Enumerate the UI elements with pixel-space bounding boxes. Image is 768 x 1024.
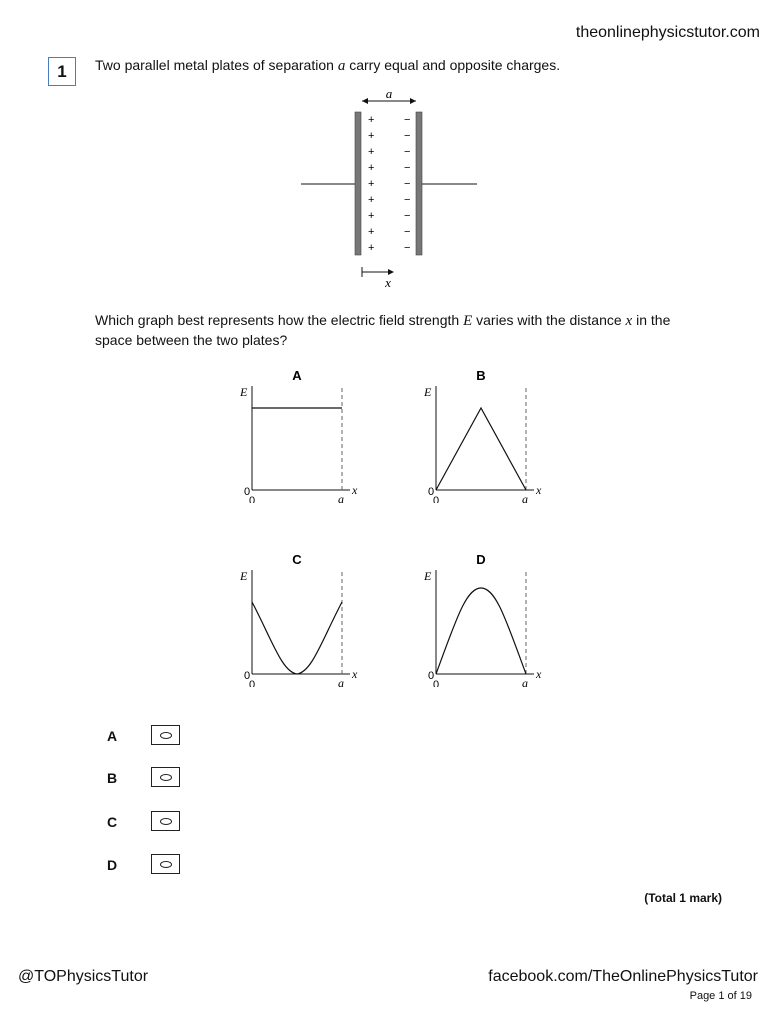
x-axis-label: x bbox=[536, 667, 542, 681]
origin-x-label: 0 bbox=[249, 679, 256, 687]
plus-sign: + bbox=[368, 162, 375, 174]
negative-charges bbox=[404, 114, 410, 254]
minus-sign: − bbox=[404, 178, 411, 190]
separation-arrow-left-head bbox=[362, 98, 368, 104]
graph-label: C bbox=[292, 552, 302, 567]
separation-arrow-right-head bbox=[410, 98, 416, 104]
x-axis-label: x bbox=[352, 483, 358, 497]
field-curve bbox=[252, 602, 342, 674]
total-marks: (Total 1 mark) bbox=[644, 891, 722, 905]
question-number: 1 bbox=[48, 57, 76, 86]
minus-sign: − bbox=[404, 130, 411, 142]
field-curve bbox=[436, 408, 526, 490]
x-axis-label: x bbox=[536, 483, 542, 497]
prompt-var-x: x bbox=[625, 313, 633, 329]
prompt-text-2: varies with the distance bbox=[472, 312, 626, 328]
origin-y-label: 0 bbox=[428, 486, 435, 498]
option-label-c: C bbox=[107, 814, 118, 830]
bubble-oval-icon bbox=[160, 818, 172, 825]
option-checkbox-d[interactable] bbox=[151, 854, 180, 874]
graph-d bbox=[416, 552, 556, 692]
graph-b bbox=[416, 368, 556, 508]
graph-a bbox=[232, 368, 372, 508]
origin-x-label: 0 bbox=[433, 495, 440, 503]
minus-sign: − bbox=[404, 146, 411, 158]
prompt-text-1: Which graph best represents how the electric field strength bbox=[95, 312, 464, 328]
plus-sign: + bbox=[368, 178, 375, 190]
bubble-oval-icon bbox=[160, 774, 172, 781]
y-axis-label: E bbox=[240, 569, 248, 583]
intro-text-1: Two parallel metal plates of separation bbox=[95, 57, 338, 73]
option-checkbox-a[interactable] bbox=[151, 725, 180, 745]
plus-sign: + bbox=[368, 226, 375, 238]
intro-text-2: carry equal and opposite charges. bbox=[345, 57, 561, 73]
bubble-oval-icon bbox=[160, 861, 172, 868]
plus-sign: + bbox=[368, 242, 375, 254]
option-label-b: B bbox=[107, 770, 118, 786]
y-axis-label: E bbox=[424, 569, 432, 583]
parallel-plates-diagram bbox=[295, 85, 485, 295]
prompt-text-3: in the space between the two plates? bbox=[95, 312, 671, 348]
origin-y-label: 0 bbox=[428, 670, 435, 682]
field-curve bbox=[436, 588, 526, 674]
negative-plate bbox=[416, 112, 422, 255]
plus-sign: + bbox=[368, 130, 375, 142]
minus-sign: − bbox=[404, 210, 411, 222]
option-label-d: D bbox=[107, 857, 118, 873]
positive-plate bbox=[355, 112, 361, 255]
facebook-link: facebook.com/TheOnlinePhysicsTutor bbox=[488, 968, 758, 985]
plus-sign: + bbox=[368, 114, 375, 126]
x-end-label: a bbox=[522, 492, 528, 503]
plus-sign: + bbox=[368, 194, 375, 206]
intro-var-a: a bbox=[337, 58, 346, 74]
twitter-handle: @TOPhysicsTutor bbox=[18, 968, 149, 985]
option-checkbox-b[interactable] bbox=[151, 767, 180, 787]
plus-sign: + bbox=[368, 210, 375, 222]
y-axis-label: E bbox=[424, 385, 432, 399]
bubble-oval-icon bbox=[160, 732, 172, 739]
minus-sign: − bbox=[404, 114, 411, 126]
x-end-label: a bbox=[338, 492, 344, 503]
distance-label: x bbox=[385, 275, 391, 290]
origin-y-label: 0 bbox=[244, 670, 251, 682]
x-axis-label: x bbox=[352, 667, 358, 681]
graph-label: B bbox=[476, 368, 486, 383]
site-url: theonlinephysicstutor.com bbox=[575, 24, 760, 41]
x-end-label: a bbox=[522, 676, 528, 687]
question-intro bbox=[95, 57, 560, 75]
minus-sign: − bbox=[404, 162, 411, 174]
minus-sign: − bbox=[404, 242, 411, 254]
prompt-var-E: E bbox=[463, 313, 473, 329]
separation-label: a bbox=[385, 86, 393, 101]
graph-label: D bbox=[476, 552, 486, 567]
plus-sign: + bbox=[368, 146, 375, 158]
origin-y-label: 0 bbox=[244, 486, 251, 498]
minus-sign: − bbox=[404, 194, 411, 206]
graph-c bbox=[232, 552, 372, 692]
option-label-a: A bbox=[107, 728, 118, 744]
minus-sign: − bbox=[404, 226, 411, 238]
y-axis-label: E bbox=[240, 385, 248, 399]
x-end-label: a bbox=[338, 676, 344, 687]
positive-charges bbox=[368, 114, 374, 254]
option-checkbox-c[interactable] bbox=[151, 811, 180, 831]
question-prompt bbox=[95, 311, 695, 350]
page-number: Page 1 of 19 bbox=[689, 990, 752, 1002]
origin-x-label: 0 bbox=[249, 495, 256, 503]
graph-label: A bbox=[292, 368, 302, 383]
origin-x-label: 0 bbox=[433, 679, 440, 687]
